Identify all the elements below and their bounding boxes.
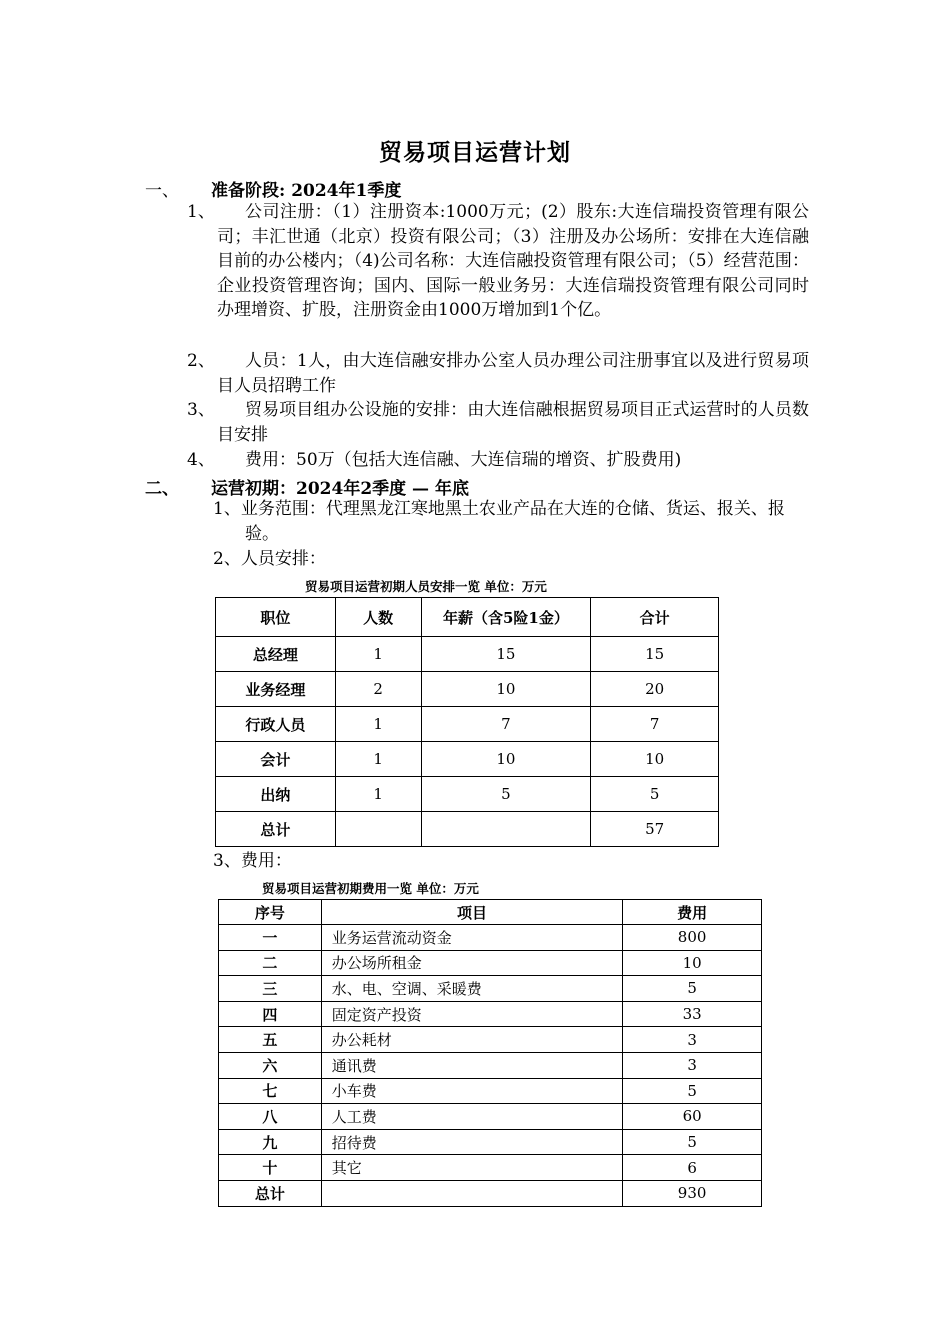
table-cell: 10 <box>591 742 719 777</box>
table-total-row <box>216 812 719 847</box>
section-heading-1 <box>145 176 401 201</box>
table-total-row <box>219 1180 762 1206</box>
table-row <box>216 742 719 777</box>
item-number: 2、 <box>187 351 215 371</box>
list-item <box>213 547 809 572</box>
table-header-row <box>216 598 719 637</box>
list-item <box>213 497 809 546</box>
table-row <box>216 672 719 707</box>
table-cell: 二 <box>219 950 322 976</box>
table-cell: 其它 <box>321 1155 622 1181</box>
list-item <box>187 349 809 398</box>
table-row <box>219 1001 762 1027</box>
table-cell: 10 <box>421 672 591 707</box>
item-text: 业务范围：代理黑龙江寒地黑土农业产品在大连的仓储、货运、报关、报验。 <box>240 499 785 544</box>
header-cell: 人数 <box>335 598 421 637</box>
table-cell: 人工费 <box>321 1104 622 1130</box>
document-title: 贸易项目运营计划 <box>379 139 571 166</box>
item-text: 贸易项目组办公设施的安排：由大连信融根据贸易项目正式运营时的人员数目安排 <box>217 400 809 445</box>
table-cell: 60 <box>623 1104 762 1130</box>
table-cell: 5 <box>591 777 719 812</box>
header-cell: 序号 <box>219 900 322 925</box>
table-cell: 七 <box>219 1078 322 1104</box>
table-cell: 5 <box>623 976 762 1002</box>
table-cell: 5 <box>623 1129 762 1155</box>
table-row <box>219 1078 762 1104</box>
table-cell: 总计 <box>219 1180 322 1206</box>
table-cell: 2 <box>335 672 421 707</box>
header-cell: 合计 <box>591 598 719 637</box>
header-cell: 项目 <box>321 900 622 925</box>
item-number: 2、 <box>213 549 241 569</box>
table-cell: 九 <box>219 1129 322 1155</box>
table-cell: 15 <box>421 637 591 672</box>
table-cell: 总经理 <box>216 637 336 672</box>
table-cell: 出纳 <box>216 777 336 812</box>
table-cell: 水、电、空调、采暖费 <box>321 976 622 1002</box>
table-row <box>219 1052 762 1078</box>
item-text: 费用：50万（包括大连信融、大连信瑞的增资、扩股费用) <box>245 450 682 470</box>
table-row <box>219 1129 762 1155</box>
header-cell: 年薪（含5险1金） <box>421 598 591 637</box>
header-cell: 职位 <box>216 598 336 637</box>
list-item <box>187 398 809 447</box>
table-cell: 五 <box>219 1027 322 1053</box>
item-text: 人员安排： <box>240 549 326 569</box>
list-item <box>213 849 809 874</box>
list-item <box>187 200 809 323</box>
table-cell: 八 <box>219 1104 322 1130</box>
table-cell: 7 <box>421 707 591 742</box>
table-cell: 10 <box>421 742 591 777</box>
table-cell <box>321 1180 622 1206</box>
table-cell <box>421 812 591 847</box>
table-row <box>216 707 719 742</box>
staff-table <box>215 597 719 847</box>
header-cell: 费用 <box>623 900 762 925</box>
table-cell <box>335 812 421 847</box>
table-header-row <box>219 900 762 925</box>
table-cell: 通讯费 <box>321 1052 622 1078</box>
table-cell: 1 <box>335 707 421 742</box>
table-cell: 1 <box>335 637 421 672</box>
table-cell: 一 <box>219 925 322 951</box>
table-cell: 800 <box>623 925 762 951</box>
table-cell: 固定资产投资 <box>321 1001 622 1027</box>
table-cell: 招待费 <box>321 1129 622 1155</box>
table-cell: 1 <box>335 742 421 777</box>
cost-table-caption: 贸易项目运营初期费用一览 单位：万元 <box>262 881 479 896</box>
table-cell: 会计 <box>216 742 336 777</box>
table-cell: 7 <box>591 707 719 742</box>
table-row <box>219 976 762 1002</box>
table-cell: 1 <box>335 777 421 812</box>
item-number: 3、 <box>213 851 241 871</box>
table-row <box>216 777 719 812</box>
table-row <box>219 1155 762 1181</box>
table-cell: 总计 <box>216 812 336 847</box>
table-cell: 业务经理 <box>216 672 336 707</box>
table-cell: 6 <box>623 1155 762 1181</box>
table-cell: 5 <box>421 777 591 812</box>
section-heading-2 <box>145 474 469 499</box>
table-cell: 57 <box>591 812 719 847</box>
item-number: 3、 <box>187 400 215 420</box>
item-number: 1、 <box>213 499 241 519</box>
section-title: 准备阶段: 2024年1季度 <box>211 181 402 201</box>
table-cell: 20 <box>591 672 719 707</box>
table-cell: 33 <box>623 1001 762 1027</box>
item-text: 公司注册：（1）注册资本:1000万元；(2）股东:大连信瑞投资管理有限公司；丰汇世通（北京）投资有限公司；（3）注册及办公场所：安排在大连信融目前的办公楼内；（4)公司名称：大连信融投资管理有限公司；（5）经营范围：企业投资管理咨询；国内、国际一般业务另：大连信瑞投资管理有限公司同时办理增资、扩股，注册资金由1000万增加到1个亿。 <box>217 202 809 320</box>
table-cell: 15 <box>591 637 719 672</box>
item-number: 4、 <box>187 450 215 470</box>
staff-table-caption: 贸易项目运营初期人员安排一览 单位：万元 <box>305 579 547 594</box>
item-text: 人员：1人，由大连信融安排办公室人员办理公司注册事宜以及进行贸易项目人员招聘工作 <box>217 351 809 396</box>
table-cell: 六 <box>219 1052 322 1078</box>
table-cell: 930 <box>623 1180 762 1206</box>
table-row <box>219 925 762 951</box>
table-cell: 办公场所租金 <box>321 950 622 976</box>
table-cell: 办公耗材 <box>321 1027 622 1053</box>
cost-table <box>218 899 762 1207</box>
table-cell: 3 <box>623 1052 762 1078</box>
table-row <box>219 1104 762 1130</box>
list-item <box>187 448 809 473</box>
item-number: 1、 <box>187 202 215 222</box>
table-cell: 行政人员 <box>216 707 336 742</box>
table-cell: 3 <box>623 1027 762 1053</box>
table-cell: 10 <box>623 950 762 976</box>
section-number: 一、 <box>145 181 179 201</box>
section-number: 二、 <box>145 479 179 499</box>
table-cell: 5 <box>623 1078 762 1104</box>
item-text: 费用： <box>240 851 292 871</box>
table-cell: 三 <box>219 976 322 1002</box>
table-cell: 十 <box>219 1155 322 1181</box>
section-title: 运营初期：2024年2季度 — 年底 <box>211 479 469 499</box>
table-cell: 小车费 <box>321 1078 622 1104</box>
table-row <box>216 637 719 672</box>
table-cell: 业务运营流动资金 <box>321 925 622 951</box>
table-cell: 四 <box>219 1001 322 1027</box>
table-row <box>219 1027 762 1053</box>
table-row <box>219 950 762 976</box>
